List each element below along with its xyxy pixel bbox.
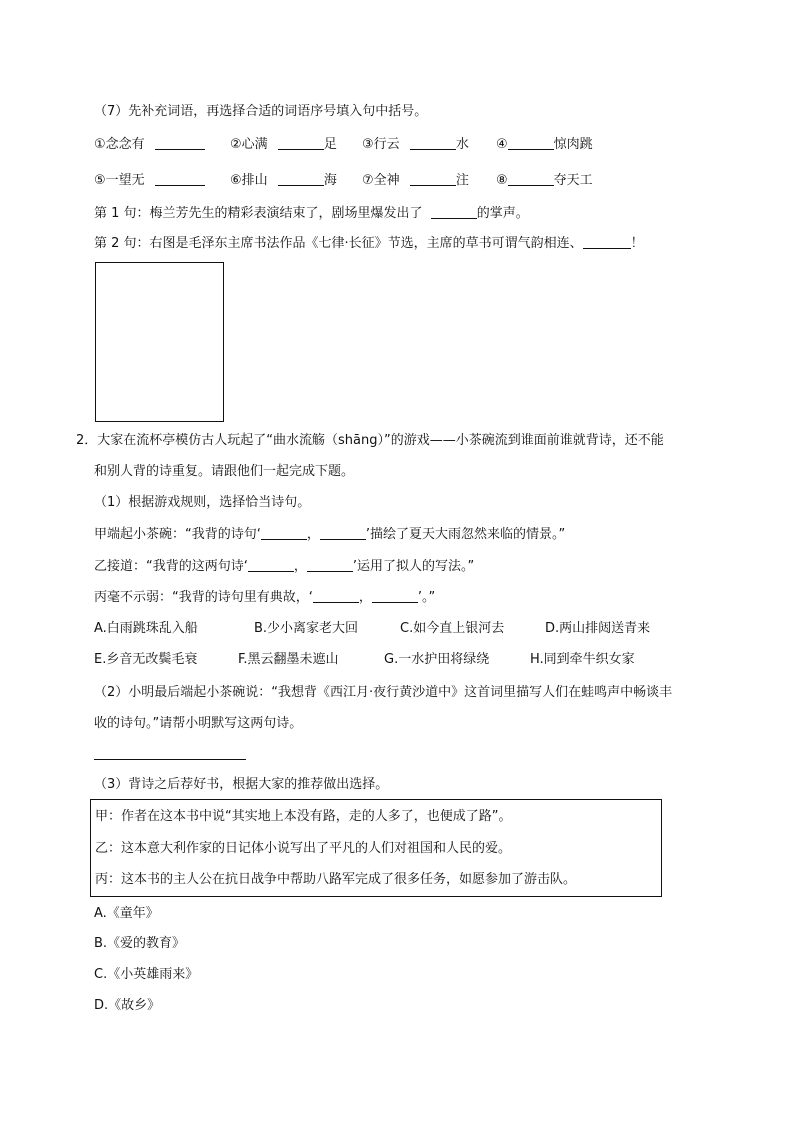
word-item-4: [496, 135, 593, 154]
choice-c[interactable]: C.《小英雄雨来》: [94, 967, 199, 982]
fill-blank[interactable]: [261, 525, 307, 540]
word-item-1: [94, 135, 205, 154]
stem-text: 大家在流杯亭模仿古人玩起了“曲水流觞（shāng）”的游戏——小茶碗流到谁面前谁就背诗，还不能: [97, 433, 664, 448]
jia-line: [94, 525, 565, 544]
fill-blank[interactable]: [155, 171, 205, 186]
recommendation-box: [90, 799, 662, 897]
item-text: 排山: [241, 173, 268, 188]
item-text-after: 注: [455, 173, 469, 188]
fill-blank[interactable]: [278, 135, 324, 150]
sentence-text-after: ！: [630, 236, 644, 251]
bing-line: [94, 588, 435, 607]
item-number: ②: [230, 137, 242, 152]
calligraphy-image-placeholder: [95, 262, 224, 422]
q2-sub2-line1: （2）小明最后端起小茶碗说：“我想背《西江月·夜行黄沙道中》这首词里描写人们在蛙鸣声中畅谈丰: [94, 685, 673, 700]
recommendation-jia: 甲：作者在这本书中说“其实地上本没有路，走的人多了，也便成了路”。: [95, 809, 512, 824]
item-number: ⑥: [230, 173, 242, 188]
item-text-after: 惊肉跳: [553, 137, 593, 152]
option-d[interactable]: D.两山排闼送青来: [545, 621, 651, 636]
dialog-text-after: ’运用了拟人的写法。”: [352, 559, 475, 574]
item-number: ④: [496, 137, 508, 152]
item-text: 一望无: [105, 173, 145, 188]
word-item-7: [362, 171, 469, 190]
q2-sub1-intro: （1）根据游戏规则，选择恰当诗句。: [94, 495, 311, 510]
sentence-text-after: 的掌声。: [476, 206, 529, 221]
option-g[interactable]: G.一水护田将绿绕: [384, 652, 490, 667]
item-number: ⑧: [496, 173, 508, 188]
sentence-text: 第 2 句：右图是毛泽东主席书法作品《七律·长征》节选，主席的草书可谓气韵相连、: [94, 236, 583, 251]
fill-blank[interactable]: [410, 171, 456, 186]
yi-line: [94, 557, 474, 576]
comma: ，: [306, 527, 320, 542]
sentence-text: 第 1 句：梅兰芳先生的精彩表演结束了，剧场里爆发出了: [94, 206, 423, 221]
item-text: 全神: [373, 173, 400, 188]
option-a[interactable]: A.白雨跳珠乱入船: [94, 621, 198, 636]
item-number: ①: [94, 137, 106, 152]
fill-blank[interactable]: [583, 234, 631, 249]
q2-stem-line2: 和别人背的诗重复。请跟他们一起完成下题。: [94, 464, 355, 479]
option-c[interactable]: C.如今直上银河去: [400, 621, 505, 636]
dialog-text-after: ’。”: [417, 590, 436, 605]
dialog-text: 甲端起小茶碗：“我背的诗句‘: [94, 527, 261, 542]
fill-blank[interactable]: [307, 557, 353, 572]
item-text: 行云: [373, 137, 400, 152]
fill-blank[interactable]: [372, 588, 418, 603]
fill-blank[interactable]: [431, 204, 477, 219]
q1-sub7-intro: （7）先补充词语，再选择合适的词语序号填入句中括号。: [94, 104, 428, 119]
fill-blank[interactable]: [155, 135, 205, 150]
q2-stem-line1: [76, 432, 664, 450]
choice-b[interactable]: B.《爱的教育》: [94, 936, 186, 951]
item-number: ③: [362, 137, 374, 152]
item-text-after: 海: [323, 173, 337, 188]
choice-a[interactable]: A.《童年》: [94, 906, 159, 921]
dialog-text-after: ’描绘了夏天大雨忽然来临的情景。”: [365, 527, 566, 542]
option-h[interactable]: H.同到牵牛织女家: [530, 652, 635, 667]
fill-blank[interactable]: [278, 171, 324, 186]
word-item-6: [230, 171, 337, 190]
option-b[interactable]: B.少小离家老大回: [254, 621, 359, 636]
fill-blank[interactable]: [508, 171, 554, 186]
fill-blank[interactable]: [248, 557, 294, 572]
word-item-8: [496, 171, 593, 190]
option-f[interactable]: F.黑云翻墨未遮山: [238, 652, 339, 667]
item-text: 念念有: [105, 137, 145, 152]
fill-blank[interactable]: [320, 525, 366, 540]
item-text-after: 夺天工: [553, 173, 593, 188]
recommendation-yi: 乙：这本意大利作家的日记体小说写出了平凡的人们对祖国和人民的爱。: [95, 841, 512, 856]
item-number: ⑤: [94, 173, 106, 188]
q2-sub3-intro: （3）背诗之后荐好书，根据大家的推荐做出选择。: [94, 777, 389, 792]
word-item-5: [94, 171, 205, 190]
word-item-3: [362, 135, 469, 154]
dialog-text: 丙毫不示弱：“我背的诗句里有典故，‘: [94, 590, 313, 605]
dialog-text: 乙接道：“我背的这两句诗‘: [94, 559, 248, 574]
sentence-1: [94, 204, 529, 223]
recommendation-bing: 丙：这本书的主人公在抗日战争中帮助八路军完成了很多任务，如愿参加了游击队。: [95, 872, 577, 887]
q2-sub2-line2: 收的诗句。”请帮小明默写这两句诗。: [94, 716, 303, 731]
comma: ，: [293, 559, 307, 574]
fill-blank[interactable]: [313, 588, 359, 603]
comma: ，: [358, 590, 372, 605]
fill-blank[interactable]: [410, 135, 456, 150]
option-e[interactable]: E.乡音无改鬓毛衰: [94, 652, 198, 667]
item-number: ⑦: [362, 173, 374, 188]
item-text-after: 水: [455, 137, 469, 152]
item-text-after: 足: [323, 137, 337, 152]
choice-d[interactable]: D.《故乡》: [94, 998, 161, 1013]
question-number: 2．: [76, 433, 98, 448]
answer-line[interactable]: [94, 759, 246, 760]
fill-blank[interactable]: [508, 135, 554, 150]
word-item-2: [230, 135, 337, 154]
item-text: 心满: [241, 137, 268, 152]
sentence-2: [94, 234, 644, 253]
